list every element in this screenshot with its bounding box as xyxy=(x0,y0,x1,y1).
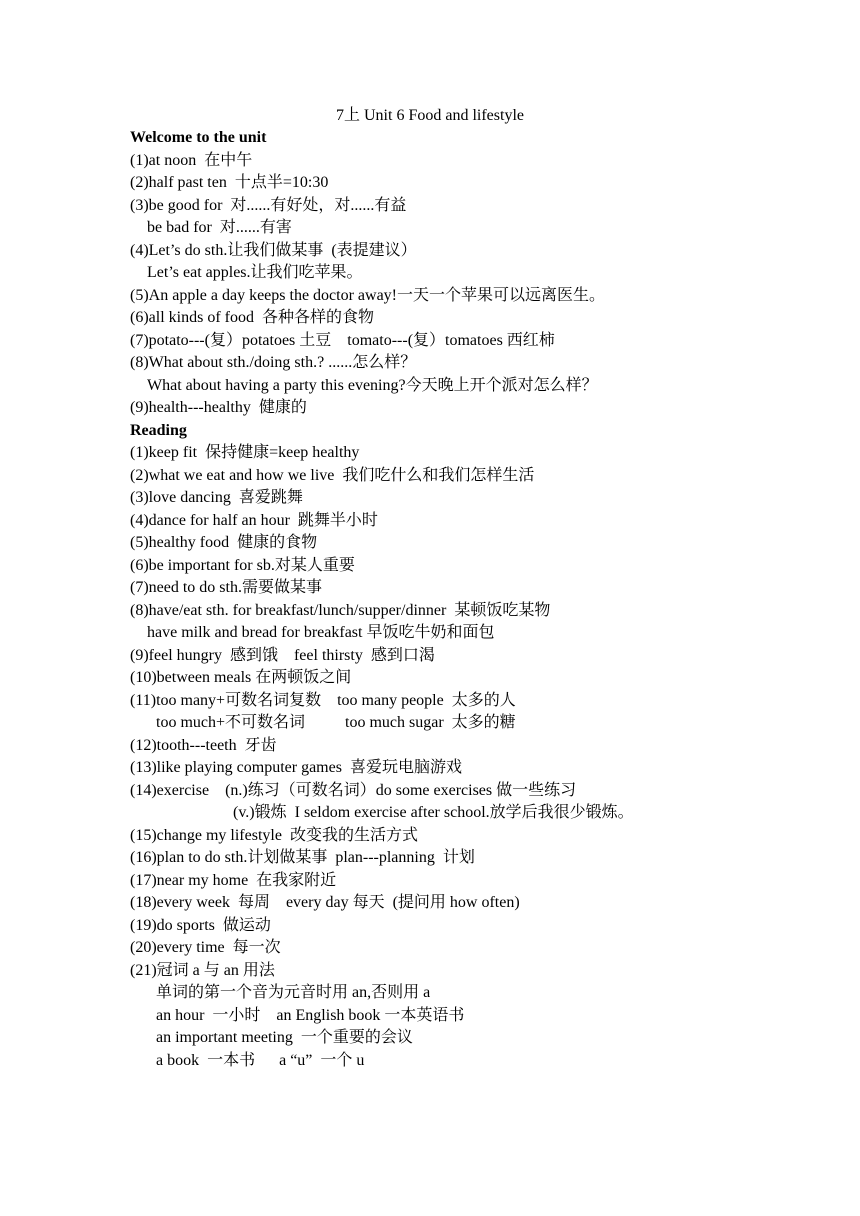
list-item: (6)all kinds of food 各种各样的食物 xyxy=(130,309,374,326)
document-title: 7上 Unit 6 Food and lifestyle xyxy=(336,107,524,124)
list-item-example: an important meeting 一个重要的会议 xyxy=(156,1029,413,1046)
list-item-example: What about having a party this evening?今天晚上开个派对怎么样？ xyxy=(147,376,598,394)
list-item: (20)every time 每一次 xyxy=(130,939,281,956)
list-item-example: Let’s eat apples.让我们吃苹果。 xyxy=(147,264,363,281)
list-item: (4)dance for half an hour 跳舞半小时 xyxy=(130,511,378,529)
list-item: (8)have/eat sth. for breakfast/lunch/supper/dinner 某顿饭吃某物 xyxy=(130,601,551,619)
list-item: (16)plan to do sth.计划做某事 plan---planning 计划 xyxy=(130,849,475,866)
list-item: (21)冠词 a 与 an 用法 xyxy=(130,961,275,979)
list-item: (5)An apple a day keeps the doctor away!一天一个苹果可以远离医生。 xyxy=(130,286,606,304)
list-item: (17)near my home 在我家附近 xyxy=(130,871,337,889)
list-item: (8)What about sth./doing sth.? ......怎么样？ xyxy=(130,354,417,371)
document-body xyxy=(130,127,830,1072)
list-item: (3)be good for 对......有好处，对......有益 xyxy=(130,196,407,214)
list-item: (19)do sports 做运动 xyxy=(130,916,271,934)
list-item: (10)between meals 在两顿饭之间 xyxy=(130,669,352,686)
list-item: (9)feel hungry 感到饿 feel thirsty 感到口渴 xyxy=(130,646,435,664)
list-item-example: have milk and bread for breakfast 早饭吃牛奶和面包 xyxy=(147,624,495,641)
list-item: (7)need to do sth.需要做某事 xyxy=(130,579,322,596)
list-item: (12)tooth---teeth 牙齿 xyxy=(130,736,277,754)
section-heading-reading: Reading xyxy=(130,421,187,439)
list-item-continuation: be bad for 对......有害 xyxy=(147,219,292,236)
list-item: (7)potato---(复）potatoes 土豆 tomato---(复）tomatoes 西红柿 xyxy=(130,331,555,349)
list-item: (18)every week 每周 every day 每天 (提问用 how often) xyxy=(130,894,520,911)
list-item: (2)half past ten 十点半=10:30 xyxy=(130,174,329,191)
list-item-example: 单词的第一个音为元音时用 an,否则用 a xyxy=(156,984,431,1001)
list-item-continuation: too much+不可数名词 too much sugar 太多的糖 xyxy=(156,714,516,731)
list-item-example: a book 一本书 a “u” 一个 u xyxy=(156,1051,365,1069)
list-item: (3)love dancing 喜爱跳舞 xyxy=(130,489,303,506)
list-item-example: an hour 一小时 an English book 一本英语书 xyxy=(156,1006,465,1024)
list-item: (14)exercise (n.)练习（可数名词）do some exercises 做一些练习 xyxy=(130,781,577,799)
list-item: (1)keep fit 保持健康=keep healthy xyxy=(130,444,360,461)
list-item: (6)be important for sb.对某人重要 xyxy=(130,556,355,574)
list-item: (9)health---healthy 健康的 xyxy=(130,399,307,416)
section-heading-welcome: Welcome to the unit xyxy=(130,129,267,146)
list-item-continuation: (v.)锻炼 I seldom exercise after school.放学后我很少锻炼。 xyxy=(233,804,634,821)
list-item: (11)too many+可数名词复数 too many people 太多的人 xyxy=(130,691,516,709)
list-item: (2)what we eat and how we live 我们吃什么和我们怎样生活 xyxy=(130,466,535,484)
list-item: (13)like playing computer games 喜爱玩电脑游戏 xyxy=(130,759,462,776)
list-item: (15)change my lifestyle 改变我的生活方式 xyxy=(130,826,418,844)
list-item: (4)Let’s do sth.让我们做某事 (表提建议） xyxy=(130,241,417,259)
list-item: (5)healthy food 健康的食物 xyxy=(130,534,318,551)
list-item: (1)at noon 在中午 xyxy=(130,151,253,169)
